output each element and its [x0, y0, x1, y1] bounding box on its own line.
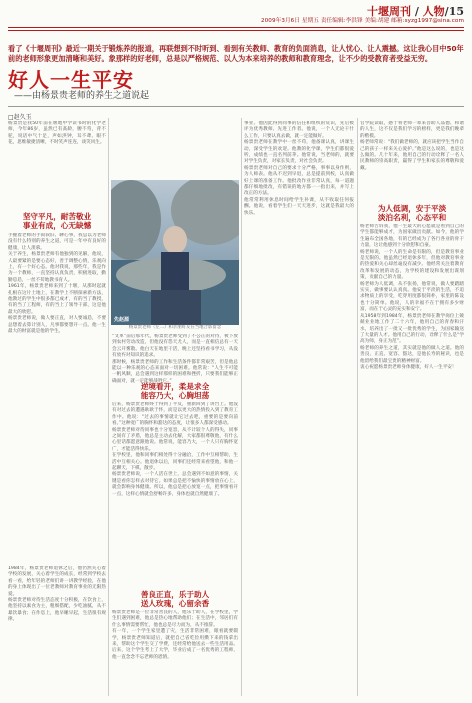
column-divider: [241, 118, 242, 696]
header-rule-thin: [8, 30, 464, 31]
column-2-bottom: 杨景贵老师是一位非常善良的人，他乐于助人，在学校里，学生们遇到困难，他总是热心地帮助他们；在生活中，邻居们有什么事情需要帮忙，他也总是尽力而为，从不推辞。 有一年，一个学生家里遭了灾，生活非常困难，眼看就要辍学，杨景贵老师知道后，就把自己省吃俭用攒下来的钱拿出来，帮助这个学生交了学费，还经常给他送去一些生活用品。后来，这个学生考上了大学，毕业后成了一名优秀的工程师，他一直念念不忘老师的恩情。: [112, 610, 238, 660]
column-4-body: 杨老师告诉我，他一生最大的心愿就是看到自己的学生都能够成才，为国家做出贡献。如今，他的学生遍布全国各地，有的已经成为了各行各业的骨干力量，这让他感到十分欣慰和自豪。 杨老师说，一个人的生命是有限的，但是教育事业是无限的。他虽然已经退休多年，但他对教育事业的热爱和关心却丝毫没有减少。他经常关注着教育改革和发展的动态，为学校的建设和发展出谋划策，贡献自己的力量。 杨老师为人低调，从不张扬，他常说，做人要踏踏实实，做事要认认真真。他安于平淡的生活，不追求物质上的享受，吃穿用度都很简朴，家里的陈设也十分简单。他说，人的幸福不在于拥有多少财富，而在于心灵的充实和安宁。 从1958年到1984年，杨景贵老师在教学岗位上兢兢业业地工作了二十六年，他用自己的青春和汗水，培养出了一批又一批优秀的学生，为国家输送了大量的人才。他用自己的行动，诠释了什么是“学高为师，身正为范”。 杨老师的养生之道，其实就是他的做人之道。他的善良、正直、宽容、豁达，是他长寿的秘诀，也是他留给我们最宝贵的精神财富。 衷心祝愿杨景贵老师身体健康，好人一生平安！: [360, 224, 464, 370]
article-title: 好人一生平安: [8, 68, 134, 92]
column-4-top: 官学院读取，感于将老师一辈来菩助人品德、和谐的人生，这不仅是我们学习的榜样，更是我们晚辈的楷模。 杨老师常说：“我们做老师的，就应该把学生当作自己的孩子一样来关心爱护。”他是这么说的，也是这么做的。几十年来，他用自己的行动诠释了一名人民教师的崇高职责，赢得了学生和家长的尊敬和爱戴。: [360, 121, 464, 171]
author-byline: □赵久玉: [8, 114, 32, 121]
photo-credit: 先赵源: [114, 317, 130, 323]
photo-caption: 杨景贵老师（左二）和亲朋好友在当地合影留念: [128, 325, 222, 330]
section-heading-3: 善良正直，乐于助人 送人玫瑰，心留余香: [140, 590, 210, 608]
column-2-top: “文革”前后那年代，杨景贵老师受到了不公正的对待，被下放到农村劳动改造，但他没有怨天尤人，而是一直相信总有一天会云开雾散。他白天在地里干活，晚上还坚持看书学习，从没有放弃对知识的追求。 那时候，杨景贵老师的工作和生活条件都非常艰苦，但是他总能以一种乐观的心态来面对一切困难。他常说：“人生不可能一帆风顺，总会遇到这样那样的困难和挫折，只要我们能够正确面对，就一定能够战胜它。”: [112, 334, 238, 384]
section-heading-1: 坚守平凡，耐苦敬业 事业有成，心无缺憾: [22, 212, 92, 230]
article-photo: [111, 180, 239, 325]
column-1-top: 杨景贵是我50年前在堰地中学读书时的化学老师，今年86岁，虽然已有髙龄，腰不弯，背不驼，说话中气十足，声如洪钟，耳不聋、眼不花，思维敏捷清晰，不时笑声连连，谈笑风生。: [8, 121, 106, 146]
article-subtitle: ——由杨景贵老师的养生之道说起: [14, 91, 150, 101]
column-1-bottom: 1984年，杨景贵老师退休之后，他仍然关心着学校的发展，关心着学生的成长，经常到学校去看一看，给年轻的老师们讲一讲教学经验，在他的身上体现出了一位老教师对教育事业的无限热爱。 杨景贵老师对待生活态度十分积极，在饮食上，他坚持以素食为主，粗细搭配，少吃油腻，从不暴饮暴食；在作息上，他早睡早起，生活很有规律。: [8, 566, 106, 623]
photo-scene: [111, 180, 239, 325]
column-divider: [357, 118, 358, 696]
column-divider: [108, 118, 109, 696]
title-rule: [8, 106, 464, 107]
section-heading-2: 逆境看开，柔是求全 能容乃大，心胸坦荡: [140, 382, 210, 400]
column-1-body: 手握着老师的手叙叙旧、聊心事，我总以为老师没有什么特别的养生之道，可是一年中有良好的健康，让人羡慕。 关于养生，杨景贵老师有他独到的见解，他说，人最要紧的是要心态好，善于调整心情，乐观向上，有一个好心态。他对我说，那些年，我是作为一个教师，一直坚持认真负责，积极进取，勤勤恳恳，一丝不苟地教书育人。 1961年，杨景贵老师来到了十堰，从那时起就扎根在这片土地上，在教学上不断探索新方法，他教过的学生中很多都已成才，有的当了教授，有的当了工程师，有的当上了领导干部，这是他最大的欣慰。 杨景贵老师说，做人要正直，对人要诚恳，不要总想着去算计别人，凡事都要想开一点。他一生最大的财富就是他的学生。: [8, 233, 106, 335]
intro-lead: 看了《十堰周刊》最近一期关于锻炼养的报道，再联想到不时听到、看到有关教师、教育的负面消息，让人忧心、让人震撼。这让我心目中50年前的老师形象更加清晰和美好。象那样的好老师，总是以严格规范、以人为本来培养的教师和教育理念，让不少的受教育者受益无穷。: [8, 44, 464, 63]
newspaper-brand: 十堰周刊 / 人物/15: [366, 5, 464, 18]
column-3: 事业。他因此得到同事的信任和组织的赏识，先后被评为优秀教师、先进工作者。他说，一个人无论干什么工作，只要认真去做，就一定能做好。 杨景贵老师在教学中一丝不苟，他备课认真，讲课生动，深受学生的欢迎。他教的化学课，学生们都很爱听，成绩也一直名列前茅。他常说，当老师的，就要对学生负责，对家长负责，对社会负责。 杨景贵老师对自己的要求十分严格，事事以身作则，为人师表。他从不迟到早退，总是提前到校，认真做好上课的准备工作。他批改作业非常认真，每一道题都仔细地批改，有错误的地方都一一指出来，并写上改正的方法。 他常常利用休息时间给学生补课，从不收取任何报酬。他说，看着学生们一天天进步，这就是我最大的快乐。: [244, 121, 354, 216]
column-2-body: 后来，杨景贵老师终于得到了平反，重新回到了讲台上。他没有对过去的遭遇耿耿于怀，而是以更大的热情投入到了教育工作中。他说：“过去的事情就让它过去吧，重要的是要向前看。”这种宽广的胸怀和豁达的态度，让很多人都深受感动。 杨景贵老师对待同事也十分宽容，从不计较个人的得失，同事之间有了矛盾，他总是主动去化解，大家都很尊敬他，有什么心里话都愿意跟他说。他常说，能容乃大，一个人只有胸怀宽广，才能活得快乐。 在学校里，他和同事们相处得十分融洽，工作中互相帮助，生活中互相关心。他退休以后，同事们还经常来看望他，和他一起聊天、下棋、散步。 杨景贵老师说，一个人活在世上，总会遇到不如意的事情，关键是看你怎样去对待它。如果总是把不愉快的事情放在心上，就会影响身体健康。所以，他总是把心放宽一点，把事情看开一点，这样心情就会舒畅许多，身体也就自然健康了。: [112, 402, 238, 497]
header-rule: [8, 27, 464, 28]
section-heading-4: 为人低调，安于平淡 淡泊名利，心态平和: [377, 204, 447, 222]
issue-meta: 2009年3月6日 星期五 责任编辑:李洪锋 美编:胡建 邮箱:syzg1997@sina.com: [260, 18, 464, 24]
